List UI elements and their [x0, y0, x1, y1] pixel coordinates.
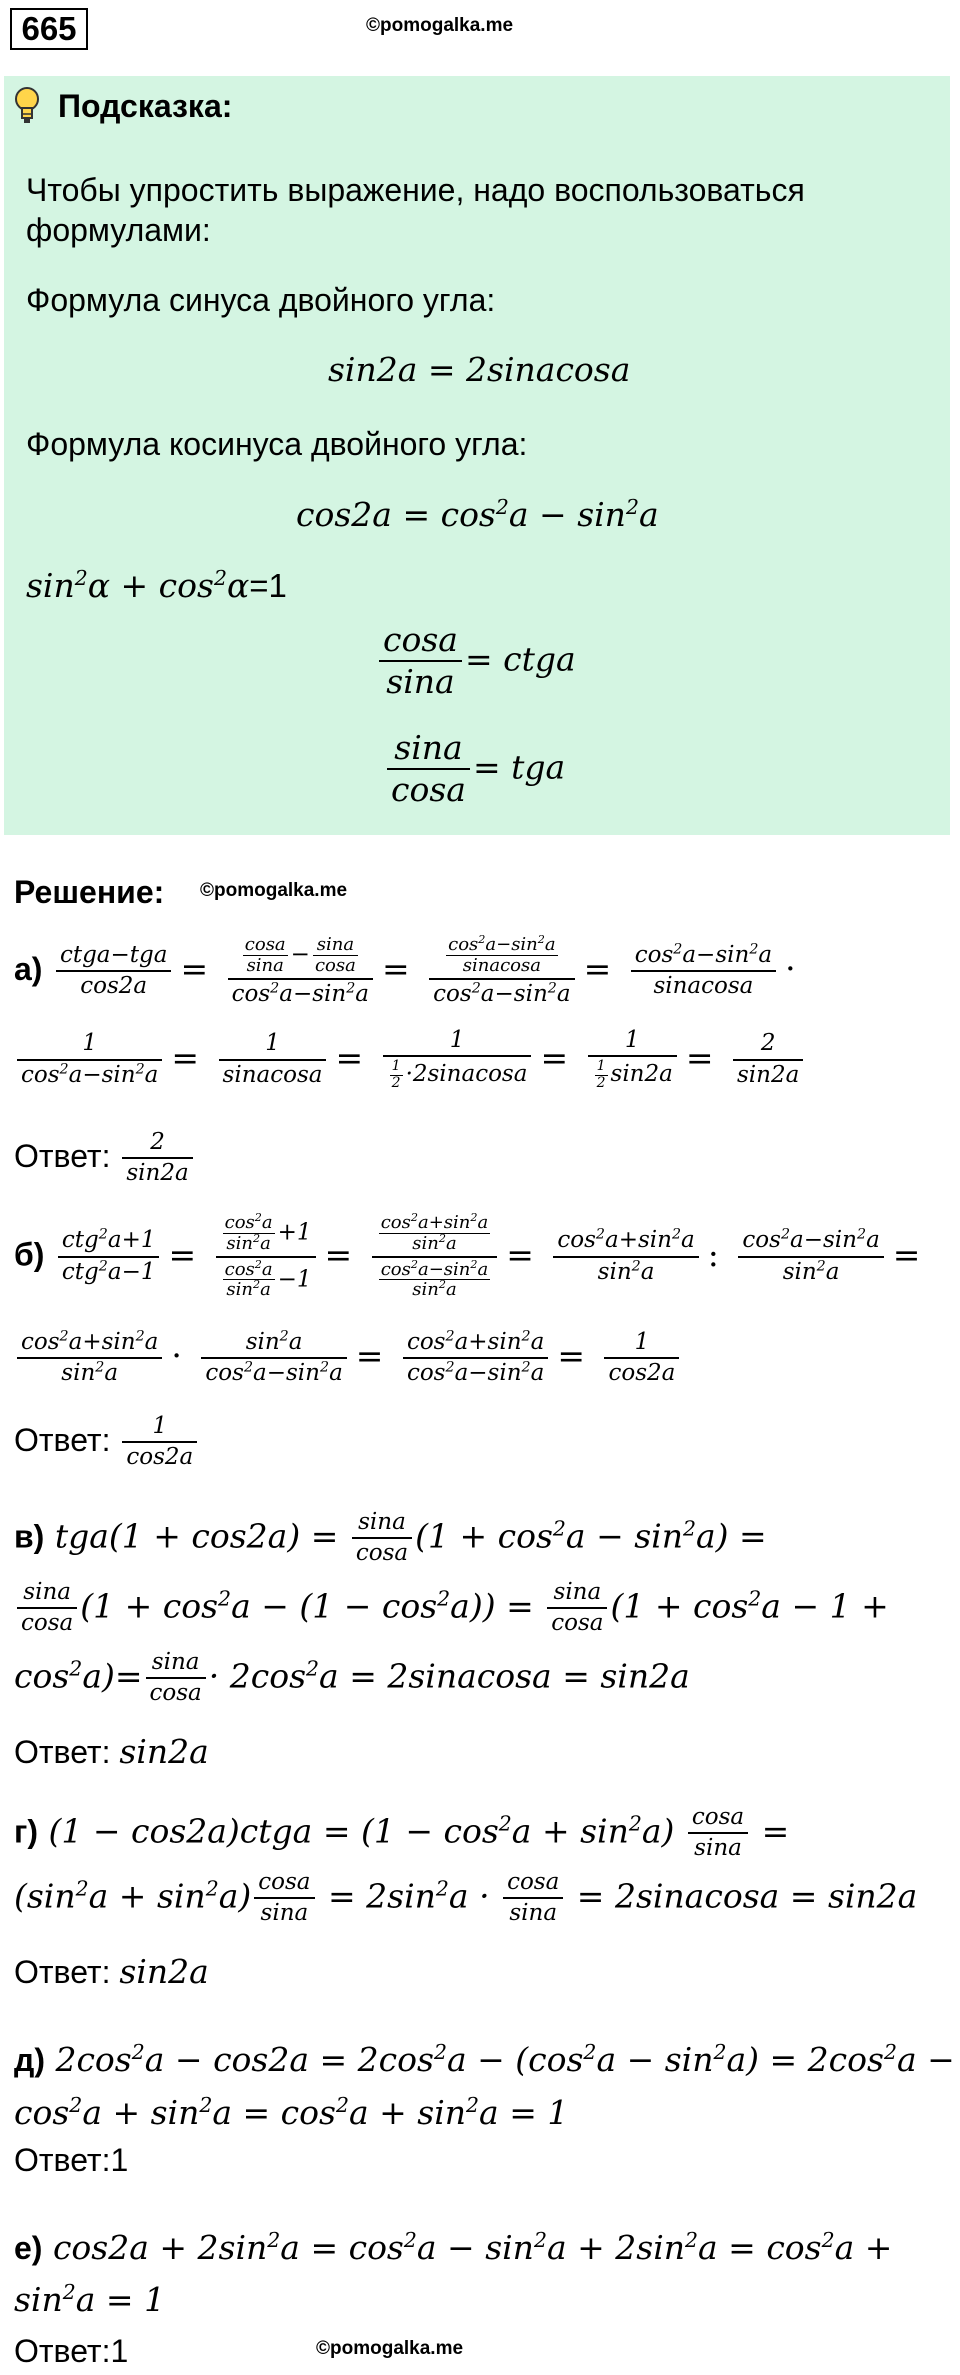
answer-b: Ответ: $\frac{1}{\cos 2a}$: [14, 1414, 200, 1471]
formula-sin2a: sin2a = 2sinacosa: [328, 350, 631, 389]
hint-cosine-title: Формула косинуса двойного угла:: [26, 426, 528, 462]
solution-e-line1: е) $\cos 2a + 2\sin^2a = \cos^2a - \sin^2a + 2\sin^2a = \cos^2a$ +: [14, 2228, 893, 2267]
solution-a-line2: $\frac{1}{\cos^2a-\sin^2a}$ = $\frac{1}{\text{sinacosa}}$ = 1 $\frac{1}{2}$ ·2sinacosa = 1 $\frac{1}{2}$ sin2a = $\frac{2}{\sin 2a}$: [14, 1028, 806, 1091]
watermark-middle: ©pomogalka.me: [200, 880, 348, 901]
solution-b-line2: $\frac{\cos^2a+\sin^2a}{\sin^2a}$ · $\frac{\sin^2a}{\cos^2a-\sin^2a}$ = $\frac{\cos^2a+\sin^2a}{\cos^2a-\sin^2a}$ = $\frac{1}{\cos 2a}$: [14, 1330, 682, 1387]
hint-intro: Чтобы упростить выражение, надо воспользоваться формулами:: [26, 172, 805, 248]
solution-v-line1: в) tga(1 + cos2a) = $\frac{\sin a}{\cos a}$ $(1 + \cos^2a - \sin^2a)$ =: [14, 1509, 767, 1567]
answer-a: Ответ: $\frac{2}{\sin 2a}$: [14, 1130, 196, 1187]
watermark-bottom: ©pomogalka.me: [316, 2338, 464, 2359]
answer-g: Ответ: sin2a: [14, 1952, 209, 1991]
formula-ctg: $\frac{\cos a}{\sin a}$ = ctga: [376, 622, 576, 701]
formula-tg: $\frac{\sin a}{\cos a}$ = tga: [384, 730, 565, 809]
solution-v-line3: $\cos^2a)=$ $\frac{\sin a}{\cos a}$ · $2\cos^2a$ = 2sinacosa = sin2a: [14, 1649, 690, 1707]
solution-d-line1: д) $2\cos^2a - \cos 2a = 2\cos^2a - (\cos^2a - \sin^2a) = 2\cos^2a$ −: [14, 2040, 955, 2079]
watermark-top: ©pomogalka.me: [366, 15, 514, 36]
solution-g-line2: $(\sin^2a + \sin^2a)$ $\frac{\cos a}{\sin a}$ = $2\sin^2a$ · $\frac{\cos a}{\sin a}$ = 2sinacosa = sin2a: [14, 1869, 918, 1927]
answer-v: Ответ: sin2a: [14, 1732, 209, 1771]
lightbulb-icon: [14, 86, 40, 126]
solution-d-line2: $\cos^2a + \sin^2a = \cos^2a + \sin^2a = 1$: [14, 2093, 569, 2132]
solution-b-line1: б) $\frac{ctg^2a+1}{ctg^2a-1}$ = $\frac{\cos^2a}{\sin^2a}$ +1 $\frac{\cos^2a}{\sin^2a}$ −1 = $\frac{\frac{\cos^2a+\sin^2a}{\sin^2a}}{\frac{\cos^2a-\sin^2a}{\sin^2a}}$ = $\frac{\cos^2a+\sin^2a}{\sin^2a}$ : $\frac{\cos^2a-\sin^2a}{\sin^2a}$ =: [14, 1211, 921, 1301]
solution-e-line2: $\sin^2a = 1$: [14, 2280, 166, 2319]
solution-v-line2: $\frac{\sin a}{\cos a}$ $(1 + \cos^2a - (1 - \cos^2a))$ = $\frac{\sin a}{\cos a}$ ($1 + \cos^2a - 1$ +: [14, 1580, 889, 1637]
problem-number: 665: [10, 8, 88, 50]
answer-d: Ответ:1: [14, 2142, 129, 2178]
hint-sine-title: Формула синуса двойного угла:: [26, 282, 496, 318]
formula-identity: $\sin^2\alpha + \cos^2\alpha=1$: [26, 566, 287, 605]
solution-title: Решение:: [14, 874, 165, 910]
formula-cos2a: $\cos 2a = \cos^2a - \sin^2a$: [296, 495, 659, 534]
solution-a-line1: а) $\frac{\text{ctga−tga}}{\cos 2a}$ = $\frac{\cos a}{\sin a}$ − $\frac{\sin a}{\cos a}$ $\cos^2a-\sin^2a$ = $\frac{\frac{\cos^2a-\sin^2a}{\text{sinacosa}}}{\cos^2a-\sin^2a}$ = $\frac{\cos^2a-\sin^2a}{\text{sinacosa}}$ ·: [14, 933, 796, 1007]
hint-title: Подсказка:: [58, 88, 233, 124]
solution-g-line1: г) (1 − cos2a)ctga = $(1 - \cos^2a + \sin^2a)$ $\frac{\cos a}{\sin a}$ =: [14, 1804, 790, 1862]
answer-e: Ответ:1: [14, 2333, 129, 2369]
